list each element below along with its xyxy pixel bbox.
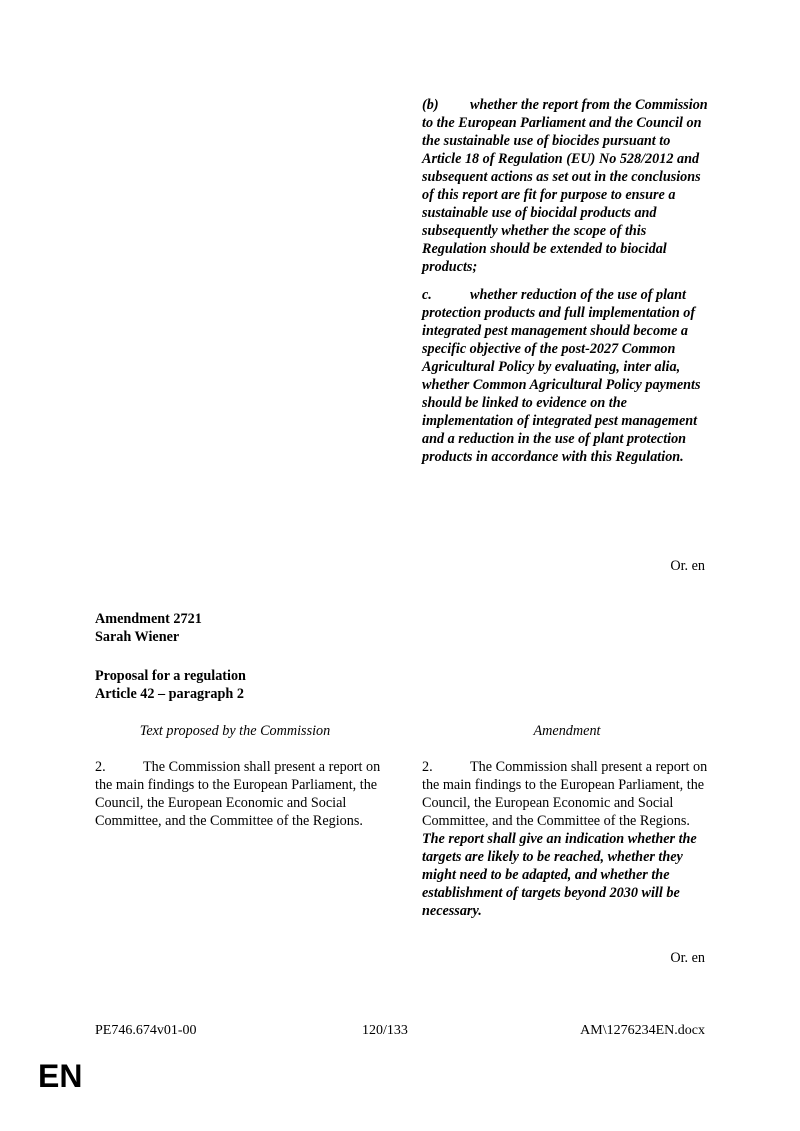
origin-language-top: Or. en (670, 558, 705, 574)
commission-text (95, 758, 385, 830)
amendment-paragraph-number: 2. (422, 759, 433, 775)
footer-page-number: 120/133 (362, 1023, 408, 1038)
paragraph-c-number: c. (422, 287, 432, 303)
right-column-header: Amendment (533, 723, 601, 739)
commission-paragraph (95, 758, 385, 830)
amendment-author: Sarah Wiener (95, 629, 180, 645)
amendment-continuation (422, 96, 712, 466)
amendment-text (422, 758, 712, 920)
paragraph-c-text: whether reduction of the use of plant protection products and full implementation of integrated pest management should become a specific objective of the post-2027 Common Agricultural Policy by evaluating, inter alia, whether Common Agricultural Policy payments should be linked to evidence on the implementation of integrated pest management and a reduction in the use of plant protection products in accordance with this Regulation. (422, 287, 701, 465)
left-column-header: Text proposed by the Commission (139, 723, 331, 739)
article-reference: Article 42 – paragraph 2 (95, 686, 244, 702)
origin-language-bottom: Or. en (670, 950, 705, 966)
language-label: EN (38, 1058, 83, 1094)
amendment-paragraph (422, 758, 712, 920)
footer-doc-reference: PE746.674v01-00 (95, 1023, 197, 1038)
paragraph-c (422, 286, 712, 466)
amendment-added-text: The report shall give an indication whether the targets are likely to be reached, whether they might need to be adapted, and whether the establishment of targets beyond 2030 will be necessary. (422, 831, 697, 919)
amendment-paragraph-text: The Commission shall present a report on the main findings to the European Parliament, the Council, the European Economic and Social Committee, and the Committee of the Regions. (422, 759, 708, 829)
paragraph-b-text: whether the report from the Commission to the European Parliament and the Council on the sustainable use of biocides pursuant to Article 18 of Regulation (EU) No 528/2012 and subsequent actions as set out in the conclusions of this report are fit for purpose to ensure a sustainable use of biocidal products and subsequently whether the scope of this Regulation should be extended to biocidal products; (422, 97, 708, 275)
commission-paragraph-number: 2. (95, 759, 106, 775)
proposal-title: Proposal for a regulation (95, 668, 246, 684)
commission-paragraph-text: The Commission shall present a report on the main findings to the European Parliament, the Council, the European Economic and Social Committee, and the Committee of the Regions. (95, 759, 381, 829)
paragraph-b (422, 96, 712, 276)
footer-file-name: AM\1276234EN.docx (580, 1023, 705, 1038)
paragraph-b-number: (b) (422, 97, 439, 113)
amendment-number: Amendment 2721 (95, 611, 202, 627)
